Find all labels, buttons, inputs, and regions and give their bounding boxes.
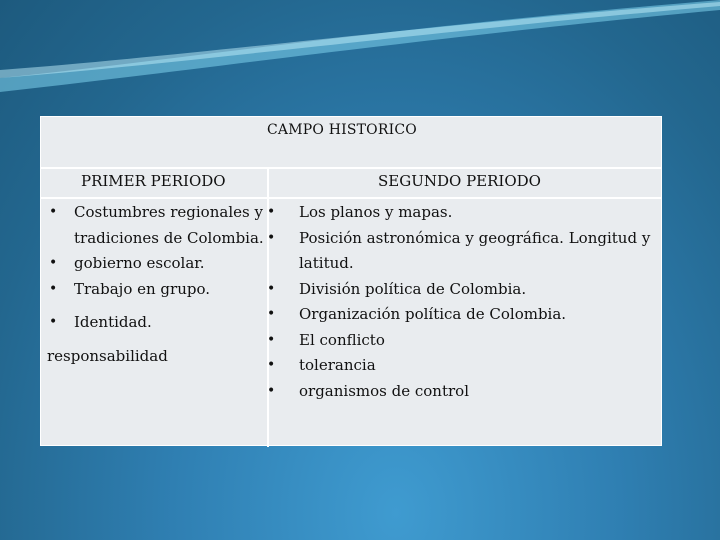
list-item xyxy=(269,328,661,354)
bullet-icon: • xyxy=(267,382,276,399)
list-item xyxy=(269,200,661,226)
bullet-icon: • xyxy=(49,204,58,220)
list-item-text: Costumbres regionales y tradiciones de Colombia. xyxy=(74,203,264,247)
list-item-text: El conflicto xyxy=(299,330,385,349)
list-item-text: Los planos y mapas. xyxy=(299,203,453,221)
table-title-row xyxy=(41,117,661,169)
list-item xyxy=(269,226,661,277)
list-item-text: gobierno escolar. xyxy=(74,254,205,272)
history-table xyxy=(40,116,662,446)
list-item-text: Posición astronómica y geográfica. Longitud y latitud. xyxy=(299,228,651,272)
table-title: CAMPO HISTORICO xyxy=(267,122,417,138)
second-period-column xyxy=(269,200,661,404)
list-item xyxy=(269,353,661,379)
list-item xyxy=(41,251,267,277)
list-item-text: Trabajo en grupo. xyxy=(74,279,210,298)
bullet-icon: • xyxy=(49,314,58,330)
list-item-text: tolerancia xyxy=(299,356,376,374)
header-second-period: SEGUNDO PERIODO xyxy=(378,172,541,190)
bullet-icon: • xyxy=(267,306,276,322)
bullet-icon: • xyxy=(267,331,276,348)
plain-text-item: responsabilidad xyxy=(47,346,168,365)
bullet-icon: • xyxy=(267,280,276,297)
bullet-icon: • xyxy=(49,280,58,297)
bullet-icon: • xyxy=(267,204,276,220)
first-period-column xyxy=(41,200,267,369)
list-item-text: Organización política de Colombia. xyxy=(299,305,567,323)
list-item-text: División política de Colombia. xyxy=(299,279,527,298)
bullet-icon: • xyxy=(267,357,276,373)
list-item xyxy=(269,379,661,405)
bullet-icon: • xyxy=(267,229,276,246)
list-item xyxy=(269,277,661,303)
list-item-text: organismos de control xyxy=(299,381,469,400)
list-item-text: Identidad. xyxy=(74,313,152,331)
bullet-icon: • xyxy=(49,255,58,271)
list-item xyxy=(269,302,661,328)
list-item xyxy=(41,200,267,251)
header-first-period: PRIMER PERIODO xyxy=(81,172,226,190)
decorative-wave xyxy=(0,0,720,100)
list-item xyxy=(41,277,267,303)
list-item xyxy=(41,310,267,336)
table-header-row xyxy=(41,167,661,199)
